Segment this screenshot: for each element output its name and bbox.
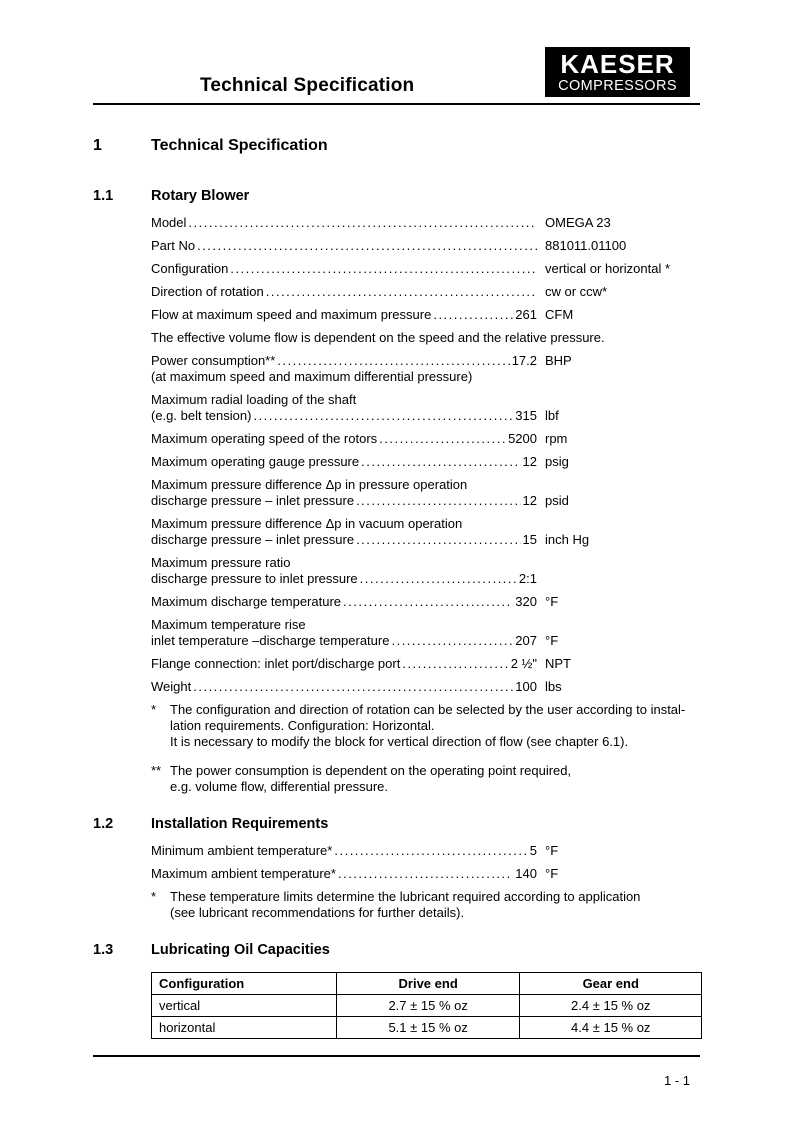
section-title: Installation Requirements	[151, 816, 329, 832]
spec-value: 2:1	[518, 571, 537, 586]
spec-row-dp-pressure-operation	[151, 477, 700, 509]
dot-leader	[433, 307, 513, 323]
section-1-1-body	[151, 215, 700, 795]
spec-value: 12	[522, 493, 537, 508]
dot-leader	[188, 215, 537, 231]
spec-value: 100	[515, 679, 537, 694]
oil-capacities-table	[151, 972, 702, 1039]
dot-leader	[230, 261, 537, 277]
dot-leader	[379, 431, 506, 447]
spec-value: 15	[522, 532, 537, 547]
spec-unit: inch Hg	[545, 532, 590, 547]
spec-label-line1: Maximum pressure difference Δp in vacuum operation	[151, 516, 463, 531]
spec-row-flange-connection	[151, 656, 700, 672]
spec-unit: rpm	[545, 431, 568, 446]
spec-unit: °F	[545, 594, 559, 609]
spec-unit: °F	[545, 843, 559, 858]
section-heading-1-3	[93, 941, 700, 959]
spec-label: discharge pressure to inlet pressure	[151, 571, 358, 586]
spec-row-part-no	[151, 238, 700, 254]
table-row-vertical	[152, 995, 702, 1017]
spec-row-model	[151, 215, 700, 231]
spec-value: 12	[522, 454, 537, 469]
col-header-drive-end: Drive end	[336, 973, 520, 995]
footnote-marker: *	[151, 889, 157, 904]
spec-label: Maximum ambient temperature*	[151, 866, 336, 881]
spec-row-weight	[151, 679, 700, 695]
spec-label-line1: Maximum radial loading of the shaft	[151, 392, 357, 407]
spec-label: Model	[151, 215, 187, 230]
cell-drive-end: 2.7 ± 15 % oz	[336, 995, 520, 1017]
table-header-row	[152, 973, 702, 995]
spec-row-temperature-rise	[151, 617, 700, 649]
logo-brand-text: KAESER	[560, 48, 675, 79]
spec-label: discharge pressure – inlet pressure	[151, 532, 355, 547]
spec-value: 261	[515, 307, 537, 322]
logo-sub-text: COMPRESSORS	[558, 77, 677, 94]
spec-unit: BHP	[545, 353, 572, 368]
section-1-2-body	[151, 843, 700, 921]
dot-leader	[338, 866, 513, 882]
spec-unit: cw or ccw*	[545, 284, 608, 299]
section-number: 1	[93, 137, 102, 154]
spec-label: Flange connection: inlet port/discharge port	[151, 656, 401, 671]
spec-unit: lbs	[545, 679, 562, 694]
spec-row-power-consumption	[151, 353, 700, 385]
spec-row-pressure-ratio	[151, 555, 700, 587]
table-row-horizontal	[152, 1017, 702, 1039]
spec-value: 2 ½"	[510, 656, 537, 671]
col-header-configuration: Configuration	[152, 973, 337, 995]
cell-gear-end: 2.4 ± 15 % oz	[520, 995, 702, 1017]
spec-label: discharge pressure – inlet pressure	[151, 493, 355, 508]
section-title: Lubricating Oil Capacities	[151, 942, 330, 958]
dot-leader	[391, 633, 513, 649]
spec-label-line1: Maximum temperature rise	[151, 617, 306, 632]
spec-row-rotor-speed	[151, 431, 700, 447]
spec-unit: lbf	[545, 408, 559, 423]
footnote-marker: **	[151, 763, 162, 778]
section-1-3-body	[151, 969, 700, 1039]
document-body	[93, 136, 700, 1039]
spec-label: Configuration	[151, 261, 229, 276]
spec-row-min-ambient-temp	[151, 843, 700, 859]
spec-row-flow	[151, 307, 700, 323]
spec-row-dp-vacuum-operation	[151, 516, 700, 548]
spec-unit: psid	[545, 493, 569, 508]
spec-value: 5200	[508, 431, 537, 446]
dot-leader	[356, 493, 520, 509]
footnote-text: These temperature limits determine the lubricant required according to application (see lubricant recommendations for further details).	[170, 889, 641, 920]
spec-value: 320	[515, 594, 537, 609]
note-effective-volume-flow: The effective volume flow is dependent on the speed and the relative pressure.	[151, 330, 605, 345]
dot-leader	[266, 284, 537, 300]
spec-unit: psig	[545, 454, 569, 469]
section-heading-1	[93, 136, 700, 156]
col-header-gear-end: Gear end	[520, 973, 702, 995]
spec-value: 315	[515, 408, 537, 423]
spec-label: Direction of rotation	[151, 284, 264, 299]
spec-row-max-ambient-temp	[151, 866, 700, 882]
section-number: 1.2	[93, 816, 114, 832]
header-rule	[93, 103, 700, 105]
dot-leader	[361, 454, 520, 470]
spec-unit: NPT	[545, 656, 571, 671]
section-title: Technical Specification	[151, 137, 328, 154]
spec-label: (e.g. belt tension)	[151, 408, 252, 423]
spec-label: Weight	[151, 679, 192, 694]
footnote-temperature-limits	[151, 889, 700, 921]
page-number: 1 - 1	[663, 1073, 690, 1088]
spec-unit: °F	[545, 633, 559, 648]
spec-label: Minimum ambient temperature*	[151, 843, 333, 858]
spec-row-rotation	[151, 284, 700, 300]
spec-note: (at maximum speed and maximum differential pressure)	[151, 369, 473, 384]
cell-gear-end: 4.4 ± 15 % oz	[520, 1017, 702, 1039]
spec-value: 5	[529, 843, 537, 858]
section-number: 1.3	[93, 942, 114, 958]
spec-unit: 881011.01100	[545, 238, 627, 253]
cell-configuration: vertical	[152, 995, 337, 1017]
spec-value: 140	[515, 866, 537, 881]
dot-leader	[343, 594, 513, 610]
dot-leader	[356, 532, 520, 548]
spec-unit: CFM	[545, 307, 574, 322]
spec-row-discharge-temperature	[151, 594, 700, 610]
spec-label-line1: Maximum pressure difference Δp in pressure operation	[151, 477, 468, 492]
section-heading-1-1	[93, 187, 700, 205]
cell-configuration: horizontal	[152, 1017, 337, 1039]
footnote-marker: *	[151, 702, 157, 717]
dot-leader	[360, 571, 517, 587]
spec-label: Maximum discharge temperature	[151, 594, 342, 609]
kaeser-logo	[545, 47, 690, 97]
spec-unit: °F	[545, 866, 559, 881]
spec-label: Part No	[151, 238, 196, 253]
footer-rule	[93, 1055, 700, 1057]
spec-label: Flow at maximum speed and maximum pressure	[151, 307, 432, 322]
dot-leader	[334, 843, 527, 859]
section-title: Rotary Blower	[151, 188, 250, 204]
dot-leader	[402, 656, 508, 672]
dot-leader	[253, 408, 513, 424]
footnote-power-consumption	[151, 763, 700, 795]
spec-unit: OMEGA 23	[545, 215, 611, 230]
spec-row-radial-loading	[151, 392, 700, 424]
dot-leader	[197, 238, 537, 254]
spec-label: Power consumption**	[151, 353, 276, 368]
spec-row-gauge-pressure	[151, 454, 700, 470]
spec-unit: vertical or horizontal *	[545, 261, 670, 276]
footnote-configuration	[151, 702, 700, 750]
footnote-text: The configuration and direction of rotation can be selected by the user according to instal- lation requirements. Configuration: Horizontal. It is necessary to modify the block for vertical direction of flow (see chapter 6.1).	[170, 702, 686, 749]
spec-label: Maximum operating speed of the rotors	[151, 431, 378, 446]
spec-value: 207	[515, 633, 537, 648]
section-heading-1-2	[93, 815, 700, 833]
spec-value: 17.2	[511, 353, 537, 368]
dot-leader	[193, 679, 513, 695]
spec-row-configuration	[151, 261, 700, 277]
spec-label: inlet temperature –discharge temperature	[151, 633, 390, 648]
section-number: 1.1	[93, 188, 114, 204]
cell-drive-end: 5.1 ± 15 % oz	[336, 1017, 520, 1039]
spec-label-line1: Maximum pressure ratio	[151, 555, 291, 570]
dot-leader	[277, 353, 509, 369]
spec-label: Maximum operating gauge pressure	[151, 454, 360, 469]
footnote-text: The power consumption is dependent on the operating point required, e.g. volume flow, differential pressure.	[170, 763, 572, 794]
page-header-title: Technical Specification	[200, 75, 415, 96]
